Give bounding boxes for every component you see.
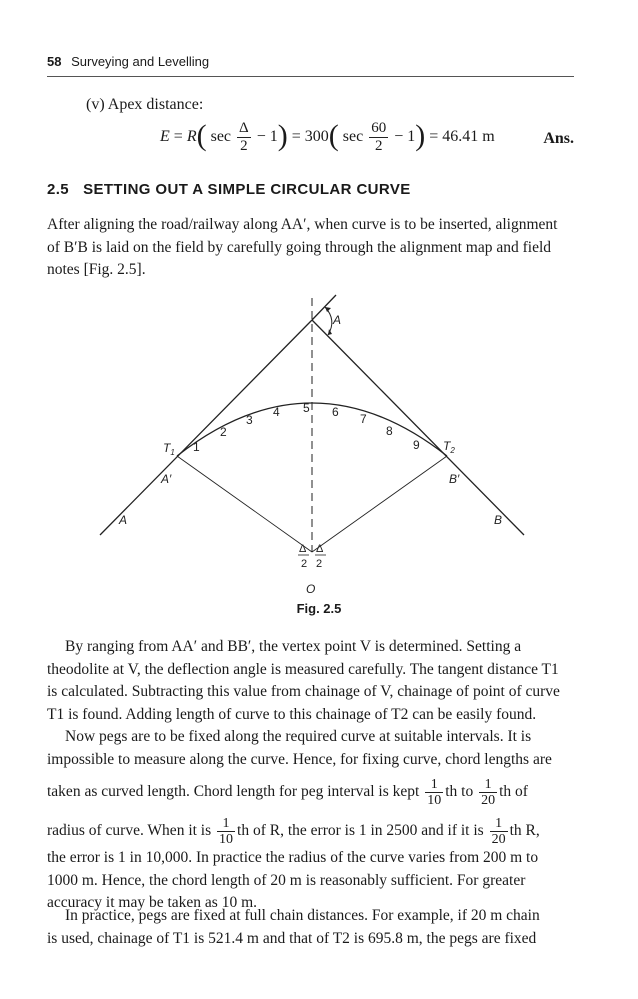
eq-equals-1: =: [173, 128, 183, 146]
radius-line-t2: [312, 456, 447, 552]
peg-label: 2: [220, 425, 227, 439]
running-header: [47, 54, 574, 77]
frac-num: 60: [371, 120, 387, 136]
paragraph-pegs: [47, 726, 574, 915]
paren-open-2: (: [328, 118, 339, 152]
eq-result: 46.41 m: [442, 128, 495, 146]
peg-label: 9: [413, 438, 420, 452]
equation-body: [160, 120, 495, 155]
fraction-one-twentieth: $\frac{1}{20}$: [491, 816, 506, 847]
paren-close-1: ): [277, 118, 288, 152]
text-line: In practice, pegs are fixed at full chain distances. For example, if 20 m chain: [65, 907, 540, 924]
peg-label: 3: [246, 413, 253, 427]
text-line: Now pegs are to be fixed along the required curve at suitable intervals. It is: [65, 728, 532, 745]
half-angle-delta-right: Δ: [316, 543, 324, 555]
paragraph-intro: [47, 214, 574, 282]
text-line-with-fractions: radius of curve. When it is $\frac{1}{10}$ th of R, the error is 1 in 2500 and if it is $\frac{1}{20}$ th R,: [47, 816, 540, 847]
a-label: A: [119, 513, 128, 527]
eq-equals-2: =: [291, 128, 301, 146]
text-line: the error is 1 in 10,000. In practice the radius of the curve varies from 200 m to: [47, 849, 539, 866]
eq-R: R: [186, 128, 197, 146]
curve-figure: [47, 290, 574, 600]
text-line-with-fractions: taken as curved length. Chord length for peg interval is kept $\frac{1}{10}$ th to $\frac{1}{20}$ th of: [47, 777, 528, 808]
text-line: After aligning the road/railway along AA′, when curve is to be inserted, alignment: [47, 216, 558, 233]
page-number: 58: [47, 54, 62, 69]
frac-60-over-2: [369, 120, 388, 155]
text-line: theodolite at V, the deflection angle is measured carefully. The tangent distance T1: [47, 660, 559, 678]
deflection-angle-label: A: [333, 313, 342, 327]
tangent-line-b: [312, 320, 524, 535]
eq-sec-1: sec: [210, 128, 232, 146]
paren-close-2: ): [415, 118, 426, 152]
t2-label: $T_2$: [443, 439, 455, 455]
paragraph-ranging: [47, 636, 574, 726]
eq-300: 300: [304, 128, 329, 146]
tangent-line-a: [100, 320, 312, 535]
peg-label: 8: [386, 424, 393, 438]
radius-line-t1: [177, 456, 312, 552]
half-angle-two-right: 2: [316, 558, 323, 570]
frac-delta-over-2: [237, 120, 251, 155]
book-title: Surveying and Levelling: [71, 54, 210, 69]
fraction-one-twentieth: $\frac{1}{20}$: [481, 777, 496, 808]
frac-num: Δ: [239, 120, 249, 136]
b-label: B: [494, 513, 503, 527]
frac-den: 2: [240, 138, 248, 154]
text-line: is calculated. Subtracting this value from chainage of V, chainage of point of curve: [47, 683, 560, 700]
peg-label: 6: [332, 405, 339, 419]
text-line: impossible to measure along the curve. Hence, for fixing curve, chord lengths are: [47, 750, 552, 768]
peg-label: 5: [303, 401, 310, 415]
eq-minus-one-1: − 1: [256, 128, 278, 146]
text-line: is used, chainage of T1 is 521.4 m and that of T2 is 695.8 m, the pegs are fixed: [47, 929, 537, 947]
figure-caption: Fig. 2.5: [296, 601, 342, 616]
b-prime-label: B′: [449, 472, 460, 486]
fraction-one-tenth: $\frac{1}{10}$: [219, 816, 234, 847]
centre-o-label: O: [306, 582, 316, 596]
peg-label: 4: [273, 405, 280, 419]
section-title: SETTING OUT A SIMPLE CIRCULAR CURVE: [83, 181, 411, 198]
text-line: 1000 m. Hence, the chord length of 20 m is reasonably sufficient. For greater: [47, 871, 526, 889]
eq-E: E: [160, 128, 170, 146]
text-line: of B′B is laid on the field by carefully going through the alignment map and field: [47, 238, 552, 256]
eq-sec-2: sec: [342, 128, 364, 146]
answer-label: Ans.: [543, 130, 574, 147]
frac-den: 2: [374, 138, 383, 154]
t1-label: $T_1$: [163, 441, 175, 457]
eq-minus-one-2: − 1: [394, 128, 416, 146]
text-line: notes [Fig. 2.5].: [47, 261, 146, 278]
a-prime-label: A′: [161, 472, 172, 486]
half-angle-two-left: 2: [301, 558, 308, 570]
section-heading: [47, 181, 411, 198]
eq-equals-3: =: [429, 128, 439, 146]
paren-open-1: (: [196, 118, 207, 152]
peg-label: 1: [193, 440, 200, 454]
text-line: accuracy it may be taken as 10 m.: [47, 894, 258, 911]
peg-label: 7: [360, 412, 367, 426]
apex-equation: [160, 120, 574, 164]
apex-distance-label: (v) Apex distance:: [86, 96, 204, 113]
paragraph-chainage: [47, 905, 574, 950]
text-line: By ranging from AA′ and BB′, the vertex point V is determined. Setting a: [65, 638, 522, 655]
text-line: T1 is found. Adding length of curve to this chainage of T2 can be easily found.: [47, 705, 537, 723]
fraction-one-tenth: $\frac{1}{10}$: [427, 777, 442, 808]
deflection-angle-arc: [325, 307, 332, 335]
half-angle-delta-left: Δ: [299, 543, 307, 555]
section-number: 2.5: [47, 181, 70, 198]
